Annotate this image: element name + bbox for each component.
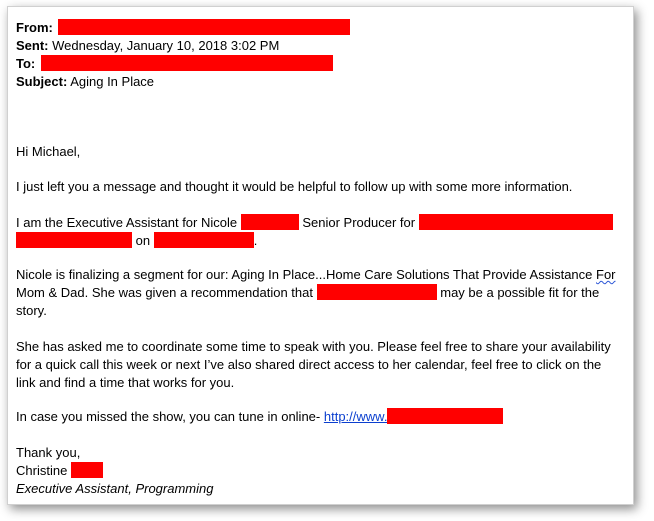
subject-row: [16, 73, 154, 91]
paragraph-4-line-3: link and find a time that works for you.: [16, 375, 235, 390]
redacted-to: [41, 55, 333, 71]
redacted-signature-surname: [71, 462, 103, 478]
signature-name-row: [16, 462, 103, 480]
to-row: [16, 55, 333, 73]
paragraph-3-line-2: Mom & Dad. She was given a recommendation that may be a possible fit for the: [16, 285, 600, 300]
signature-title: Executive Assistant, Programming: [16, 481, 214, 496]
paragraph-4-line-2: for a quick call this week or next I’ve also shared direct access to her calendar, feel free to click on the: [16, 357, 602, 372]
paragraph-2-line-2: on .: [16, 232, 257, 250]
subject-value: Aging In Place: [70, 74, 155, 89]
paragraph-2-line-1: I am the Executive Assistant for Nicole Senior Producer for: [16, 214, 613, 232]
redacted-recommendation: [317, 284, 437, 300]
show-link[interactable]: http://www.: [323, 409, 388, 424]
to-label: To:: [16, 56, 36, 71]
paragraph-1: I just left you a message and thought it would be helpful to follow up with some more information.: [16, 179, 573, 194]
subject-label: Subject:: [16, 74, 68, 89]
paragraph-3-line-1: Nicole is finalizing a segment for our: Aging In Place...Home Care Solutions That Provide Assistance For: [16, 267, 616, 282]
signature-name: Christine: [16, 463, 68, 478]
redacted-show: [154, 232, 254, 248]
redacted-surname: [241, 214, 299, 230]
redacted-from: [58, 19, 350, 35]
sent-row: [16, 37, 279, 55]
paragraph-3-line-3: story.: [16, 303, 47, 318]
paragraph-4-line-1: She has asked me to coordinate some time to speak with you. Please feel free to share your availability: [16, 339, 611, 354]
sent-label: Sent:: [16, 38, 49, 53]
from-row: [16, 19, 350, 37]
from-label: From:: [16, 20, 53, 35]
email-document: [7, 6, 634, 505]
closing: Thank you,: [16, 445, 81, 460]
redacted-company-cont: [16, 232, 132, 248]
redacted-url: [387, 408, 503, 424]
paragraph-5: In case you missed the show, you can tune in online- http://www.: [16, 408, 503, 426]
redacted-company: [419, 214, 613, 230]
sent-value: Wednesday, January 10, 2018 3:02 PM: [52, 38, 280, 53]
greeting: Hi Michael,: [16, 144, 81, 159]
